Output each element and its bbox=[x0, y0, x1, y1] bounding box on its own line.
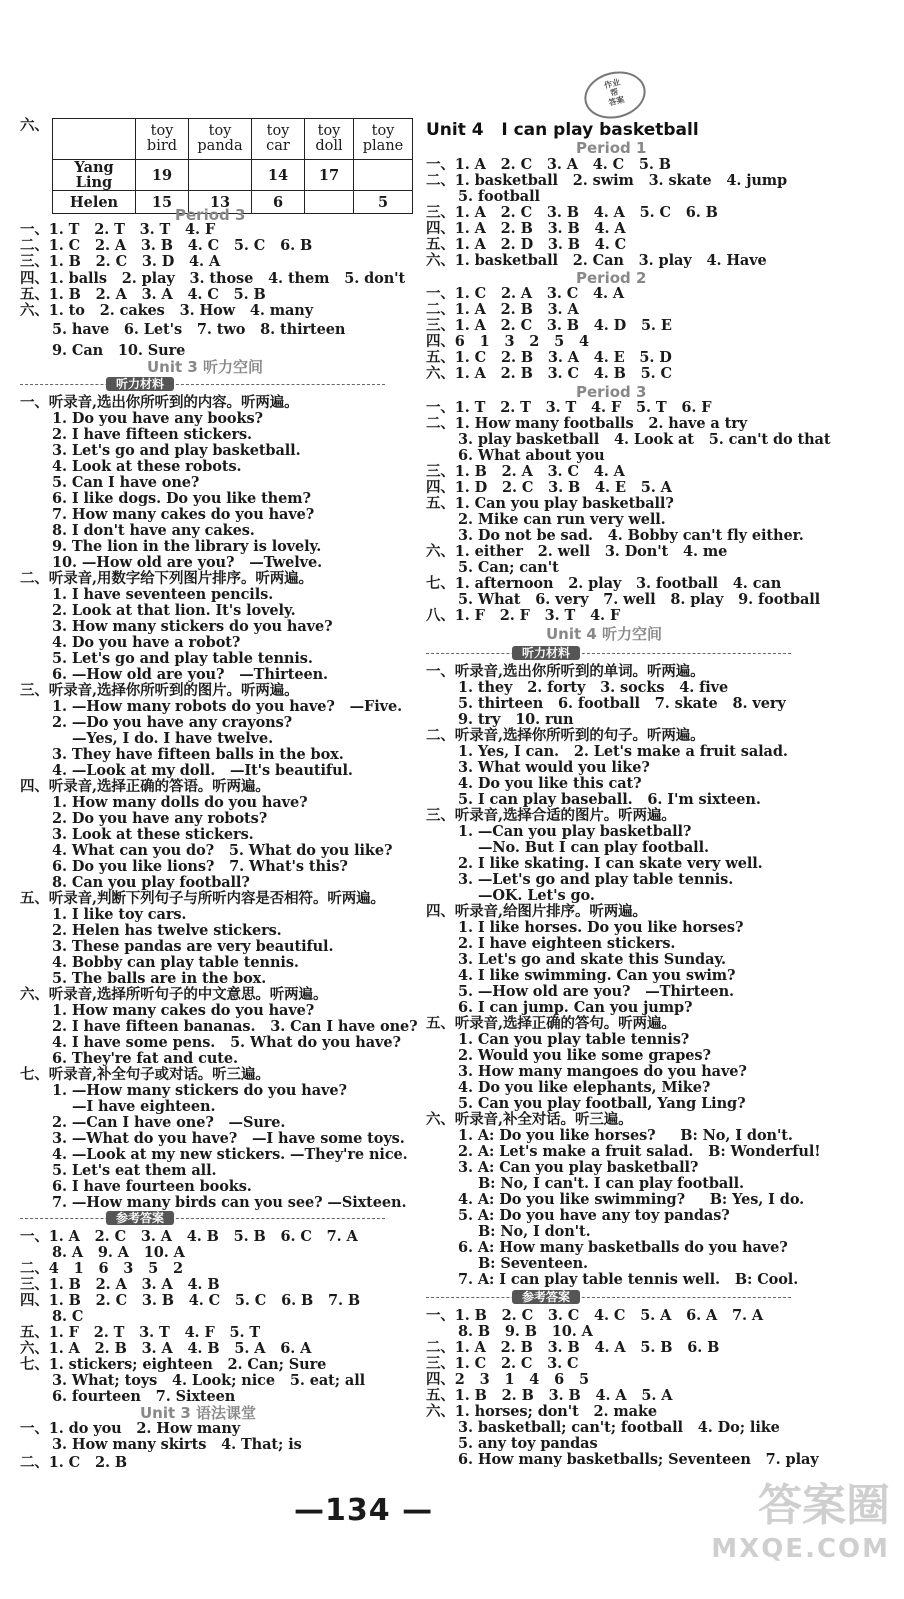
text-line: 2. —Can I have one? —Sure. bbox=[52, 1114, 286, 1131]
text-line: 四、1. B 2. C 3. B 4. C 5. C 6. B 7. B bbox=[20, 1292, 361, 1309]
text-line: 1. How many cakes do you have? bbox=[52, 1002, 315, 1019]
text-line: 5. The balls are in the box. bbox=[52, 970, 267, 987]
text-line: B: No, I can't. I can play football. bbox=[478, 1175, 744, 1192]
text-line: 3. Look at these stickers. bbox=[52, 826, 254, 843]
table-row bbox=[53, 160, 413, 191]
text-line: 1. Can you play table tennis? bbox=[458, 1031, 690, 1048]
text-line: 4. —Look at my new stickers. —They're nice. bbox=[52, 1146, 408, 1163]
text-line: 5. Let's go and play table tennis. bbox=[52, 650, 313, 667]
text-line: 五、听录音,判断下列句子与所听内容是否相符。听两遍。 bbox=[20, 890, 385, 907]
text-line: 6. I have fourteen books. bbox=[52, 1178, 252, 1195]
text-line: 2. I like skating. I can skate very well. bbox=[458, 855, 763, 872]
section-heading: Unit 4 听力空间 bbox=[546, 625, 663, 643]
text-line: 七、1. stickers; eighteen 2. Can; Sure bbox=[20, 1356, 327, 1373]
table-cell: Helen bbox=[53, 191, 136, 214]
stamp-text: 作业 帮 答案 bbox=[603, 77, 626, 108]
text-line: 3. What would you like? bbox=[458, 759, 650, 776]
table-cell: 15 bbox=[136, 191, 189, 214]
text-line: 四、听录音,选择正确的答语。听两遍。 bbox=[20, 778, 270, 795]
text-line: 8. I don't have any cakes. bbox=[52, 522, 255, 539]
text-line: 2. I have fifteen bananas. 3. Can I have one? bbox=[52, 1018, 418, 1035]
text-line: 2. —Do you have any crayons? bbox=[52, 714, 293, 731]
text-line: 3. —What do you have? —I have some toys. bbox=[52, 1130, 405, 1147]
section-heading: Period 3 bbox=[175, 206, 246, 224]
text-line: 6. What about you bbox=[458, 447, 605, 464]
text-line: 一、1. T 2. T 3. T 4. F bbox=[20, 221, 216, 238]
text-line: 五、1. A 2. D 3. B 4. C bbox=[426, 236, 627, 253]
section-heading: Period 1 bbox=[576, 139, 647, 157]
text-line: 六、听录音,选择所听句子的中文意思。听两遍。 bbox=[20, 986, 328, 1003]
section-tag: 听力材料 bbox=[106, 377, 174, 391]
text-line: 2. I have fifteen stickers. bbox=[52, 426, 252, 443]
text-line: 一、听录音,选出你所听到的内容。听两遍。 bbox=[20, 394, 299, 411]
text-line: 9. try 10. run bbox=[458, 711, 574, 728]
table-cell: 14 bbox=[252, 160, 305, 191]
text-line: 2. Look at that lion. It's lovely. bbox=[52, 602, 296, 619]
text-line: 二、1. basketball 2. swim 3. skate 4. jump bbox=[426, 172, 788, 189]
text-line: 3. They have fifteen balls in the box. bbox=[52, 746, 344, 763]
text-line: 4. —Look at my doll. —It's beautiful. bbox=[52, 762, 353, 779]
text-line: 五、1. B 2. A 3. A 4. C 5. B bbox=[20, 286, 266, 303]
text-line: 1. they 2. forty 3. socks 4. five bbox=[458, 679, 729, 696]
text-line: 2. Would you like some grapes? bbox=[458, 1047, 711, 1064]
text-line: 四、1. D 2. C 3. B 4. E 5. A bbox=[426, 479, 672, 496]
text-line: 6. —How old are you? —Thirteen. bbox=[52, 666, 328, 683]
text-line: 三、1. A 2. C 3. B 4. D 5. E bbox=[426, 317, 672, 334]
text-line: 二、1. C 2. A 3. B 4. C 5. C 6. B bbox=[20, 237, 313, 254]
table-cell: 17 bbox=[305, 160, 354, 191]
text-line: 5. Can; can't bbox=[458, 559, 559, 576]
text-line: 5. football bbox=[458, 188, 540, 205]
table-header-cell: toy doll bbox=[305, 119, 354, 160]
text-line: 一、1. do you 2. How many bbox=[20, 1420, 241, 1437]
text-line: 六、1. either 2. well 3. Don't 4. me bbox=[426, 543, 728, 560]
text-line: 三、听录音,选择合适的图片。听两遍。 bbox=[426, 807, 676, 824]
text-line: 6. fourteen 7. Sixteen bbox=[52, 1388, 236, 1405]
text-line: 七、1. afternoon 2. play 3. football 4. can bbox=[426, 575, 782, 592]
text-line: 3. How many stickers do you have? bbox=[52, 618, 333, 635]
text-line: 四、1. A 2. B 3. B 4. A bbox=[426, 220, 626, 237]
text-line: 八、1. F 2. F 3. T 4. F bbox=[426, 607, 621, 624]
text-line: 六、1. horses; don't 2. make bbox=[426, 1403, 658, 1420]
text-line: —OK. Let's go. bbox=[478, 887, 595, 904]
table-cell: 6 bbox=[252, 191, 305, 214]
text-line: 5. Can you play football, Yang Ling? bbox=[458, 1095, 746, 1112]
text-line: 5. Let's eat them all. bbox=[52, 1162, 217, 1179]
text-line: 四、6 1 3 2 5 4 bbox=[426, 333, 589, 350]
watermark-sub: MXQE.COM bbox=[711, 1534, 890, 1564]
section-divider bbox=[426, 1297, 791, 1298]
text-line: 6. Do you like lions? 7. What's this? bbox=[52, 858, 348, 875]
toy-count-table bbox=[52, 118, 413, 214]
text-line: 3. These pandas are very beautiful. bbox=[52, 938, 334, 955]
table-cell bbox=[354, 160, 413, 191]
text-line: 2. Helen has twelve stickers. bbox=[52, 922, 282, 939]
text-line: 二、1. A 2. B 3. B 4. A 5. B 6. B bbox=[426, 1339, 720, 1356]
text-line: 3. What; toys 4. Look; nice 5. eat; all bbox=[52, 1372, 366, 1389]
text-line: 7. —How many birds can you see? —Sixteen. bbox=[52, 1194, 407, 1211]
table-header-row bbox=[53, 119, 413, 160]
section-tag: 听力材料 bbox=[512, 646, 580, 660]
text-line: 4. Do you like this cat? bbox=[458, 775, 642, 792]
text-line: 1. I have seventeen pencils. bbox=[52, 586, 274, 603]
text-line: 3. How many skirts 4. That; is bbox=[52, 1436, 302, 1453]
text-line: 一、1. C 2. A 3. C 4. A bbox=[426, 285, 625, 302]
text-line: 五、1. Can you play basketball? bbox=[426, 495, 674, 512]
text-line: 五、1. C 2. B 3. A 4. E 5. D bbox=[426, 349, 672, 366]
text-line: 二、听录音,用数字给下列图片排序。听两遍。 bbox=[20, 570, 313, 587]
text-line: 7. A: I can play table tennis well. B: Cool. bbox=[458, 1271, 799, 1288]
text-line: 3. A: Can you play basketball? bbox=[458, 1159, 699, 1176]
text-line: B: Seventeen. bbox=[478, 1255, 588, 1272]
text-line: 1. How many dolls do you have? bbox=[52, 794, 308, 811]
text-line: 5. A: Do you have any toy pandas? bbox=[458, 1207, 730, 1224]
stamp-logo bbox=[579, 65, 650, 125]
text-line: 5. I can play baseball. 6. I'm sixteen. bbox=[458, 791, 761, 808]
table-header-cell: toy car bbox=[252, 119, 305, 160]
text-line: 1. Yes, I can. 2. Let's make a fruit salad. bbox=[458, 743, 788, 760]
table-cell: 19 bbox=[136, 160, 189, 191]
text-line: 5. have 6. Let's 7. two 8. thirteen bbox=[52, 321, 346, 338]
section-heading: Period 2 bbox=[576, 269, 647, 287]
text-line: 六、听录音,补全对话。听三遍。 bbox=[426, 1111, 633, 1128]
table-header-cell: toy bird bbox=[136, 119, 189, 160]
text-line: 一、1. B 2. C 3. C 4. C 5. A 6. A 7. A bbox=[426, 1307, 763, 1324]
text-line: 二、听录音,选择你所听到的句子。听两遍。 bbox=[426, 727, 705, 744]
text-line: 3. —Let's go and play table tennis. bbox=[458, 871, 734, 888]
text-line: 二、4 1 6 3 5 2 bbox=[20, 1260, 183, 1277]
table-cell bbox=[189, 160, 252, 191]
text-line: 三、1. C 2. C 3. C bbox=[426, 1355, 579, 1372]
text-line: 8. Can you play football? bbox=[52, 874, 250, 891]
text-line: 4. What can you do? 5. What do you like? bbox=[52, 842, 393, 859]
text-line: 一、1. A 2. C 3. A 4. B 5. B 6. C 7. A bbox=[20, 1228, 358, 1245]
text-line: 二、1. C 2. B bbox=[20, 1454, 128, 1471]
section-tag: 参考答案 bbox=[106, 1211, 174, 1225]
text-line: 三、1. B 2. A 3. C 4. A bbox=[426, 463, 625, 480]
text-line: 六、1. basketball 2. Can 3. play 4. Have bbox=[426, 252, 767, 269]
text-line: 5. any toy pandas bbox=[458, 1435, 598, 1452]
text-line: 5. thirteen 6. football 7. skate 8. very bbox=[458, 695, 786, 712]
text-line: 4. Do you have a robot? bbox=[52, 634, 241, 651]
text-line: 五、听录音,选择正确的答句。听两遍。 bbox=[426, 1015, 676, 1032]
text-line: 七、听录音,补全句子或对话。听三遍。 bbox=[20, 1066, 270, 1083]
text-line: 3. basketball; can't; football 4. Do; like bbox=[458, 1419, 780, 1436]
text-line: 5. Can I have one? bbox=[52, 474, 200, 491]
text-line: 9. Can 10. Sure bbox=[52, 342, 186, 359]
text-line: 六、1. A 2. B 3. C 4. B 5. C bbox=[426, 365, 672, 382]
text-line: B: No, I don't. bbox=[478, 1223, 591, 1240]
text-line: 五、1. B 2. B 3. B 4. A 5. A bbox=[426, 1387, 673, 1404]
text-line: 4. A: Do you like swimming? B: Yes, I do. bbox=[458, 1191, 805, 1208]
text-line: 四、听录音,给图片排序。听两遍。 bbox=[426, 903, 647, 920]
section-heading: Unit 3 语法课堂 bbox=[140, 1404, 257, 1422]
text-line: 4. Do you like elephants, Mike? bbox=[458, 1079, 711, 1096]
text-line: 一、1. T 2. T 3. T 4. F 5. T 6. F bbox=[426, 399, 712, 416]
text-line: 10. —How old are you? —Twelve. bbox=[52, 554, 323, 571]
text-line: 1. Do you have any books? bbox=[52, 410, 263, 427]
page-number: —134 — bbox=[294, 1493, 434, 1528]
table-cell: 13 bbox=[189, 191, 252, 214]
text-line: 3. Let's go and skate this Sunday. bbox=[458, 951, 726, 968]
text-line: 1. —How many robots do you have? —Five. bbox=[52, 698, 403, 715]
text-line: 3. play basketball 4. Look at 5. can't do that bbox=[458, 431, 831, 448]
section-heading: Unit 3 听力空间 bbox=[147, 358, 264, 376]
text-line: 二、1. A 2. B 3. A bbox=[426, 301, 579, 318]
text-line: 8. A 9. A 10. A bbox=[52, 1244, 185, 1261]
text-line: 4. Bobby can play table tennis. bbox=[52, 954, 299, 971]
text-line: 8. B 9. B 10. A bbox=[458, 1323, 593, 1340]
text-line: —Yes, I do. I have twelve. bbox=[72, 730, 274, 747]
text-line: 六、1. A 2. B 3. A 4. B 5. A 6. A bbox=[20, 1340, 312, 1357]
text-line: 2. Mike can run very well. bbox=[458, 511, 666, 528]
text-line: 3. Do not be sad. 4. Bobby can't fly either. bbox=[458, 527, 804, 544]
text-line: 三、1. B 2. C 3. D 4. A bbox=[20, 253, 221, 270]
text-line: 一、听录音,选出你所听到的单词。听两遍。 bbox=[426, 663, 705, 680]
text-line: 四、1. balls 2. play 3. those 4. them 5. don't bbox=[20, 270, 406, 287]
text-line: 5. —How old are you? —Thirteen. bbox=[458, 983, 734, 1000]
text-line: 4. I have some pens. 5. What do you have? bbox=[52, 1034, 401, 1051]
text-line: 一、1. A 2. C 3. A 4. C 5. B bbox=[426, 156, 671, 173]
text-line: 二、1. How many footballs 2. have a try bbox=[426, 415, 748, 432]
section-tag: 参考答案 bbox=[512, 1290, 580, 1304]
text-line: 1. I like horses. Do you like horses? bbox=[458, 919, 744, 936]
text-line: 五、1. F 2. T 3. T 4. F 5. T bbox=[20, 1324, 261, 1341]
text-line: 3. Let's go and play basketball. bbox=[52, 442, 301, 459]
text-line: 三、1. B 2. A 3. A 4. B bbox=[20, 1276, 220, 1293]
text-line: 2. Do you have any robots? bbox=[52, 810, 268, 827]
text-line: 1. A: Do you like horses? B: No, I don't. bbox=[458, 1127, 793, 1144]
section-divider bbox=[426, 653, 791, 654]
text-line: 6. They're fat and cute. bbox=[52, 1050, 238, 1067]
text-line: 9. The lion in the library is lovely. bbox=[52, 538, 322, 555]
text-line: 4. I like swimming. Can you swim? bbox=[458, 967, 736, 984]
text-line: 1. I like toy cars. bbox=[52, 906, 187, 923]
text-line: 三、听录音,选择你所听到的图片。听两遍。 bbox=[20, 682, 299, 699]
text-line: 6. A: How many basketballs do you have? bbox=[458, 1239, 788, 1256]
text-line: 三、1. A 2. C 3. B 4. A 5. C 6. B bbox=[426, 204, 718, 221]
section-divider bbox=[20, 384, 385, 385]
text-line: 3. How many mangoes do you have? bbox=[458, 1063, 747, 1080]
table-header-cell: toy plane bbox=[354, 119, 413, 160]
table-header-cell: toy panda bbox=[189, 119, 252, 160]
text-line: 6. I like dogs. Do you like them? bbox=[52, 490, 311, 507]
unit-title: Unit 4 I can play basketball bbox=[426, 120, 699, 140]
text-line: 2. A: Let's make a fruit salad. B: Wonderful! bbox=[458, 1143, 821, 1160]
text-line: 四、2 3 1 4 6 5 bbox=[426, 1371, 589, 1388]
text-line: 5. What 6. very 7. well 8. play 9. football bbox=[458, 591, 821, 608]
text-line: —I have eighteen. bbox=[72, 1098, 216, 1115]
text-line: 6. I can jump. Can you jump? bbox=[458, 999, 693, 1016]
table-section-label: 六、 bbox=[20, 117, 49, 134]
text-line: —No. But I can play football. bbox=[478, 839, 709, 856]
table-cell: Yang Ling bbox=[53, 160, 136, 191]
text-line: 6. How many basketballs; Seventeen 7. play bbox=[458, 1451, 819, 1468]
text-line: 4. Look at these robots. bbox=[52, 458, 242, 475]
table-cell: 5 bbox=[354, 191, 413, 214]
watermark-main: 答案圈 bbox=[758, 1480, 890, 1531]
text-line: 8. C bbox=[52, 1308, 84, 1325]
text-line: 2. I have eighteen stickers. bbox=[458, 935, 676, 952]
section-divider bbox=[20, 1218, 385, 1219]
table-cell bbox=[305, 191, 354, 214]
text-line: 六、1. to 2. cakes 3. How 4. many bbox=[20, 302, 314, 319]
table-header-cell bbox=[53, 119, 136, 160]
watermark bbox=[690, 1478, 890, 1588]
text-line: 7. How many cakes do you have? bbox=[52, 506, 315, 523]
text-line: 1. —How many stickers do you have? bbox=[52, 1082, 347, 1099]
section-heading: Period 3 bbox=[576, 383, 647, 401]
text-line: 1. —Can you play basketball? bbox=[458, 823, 692, 840]
